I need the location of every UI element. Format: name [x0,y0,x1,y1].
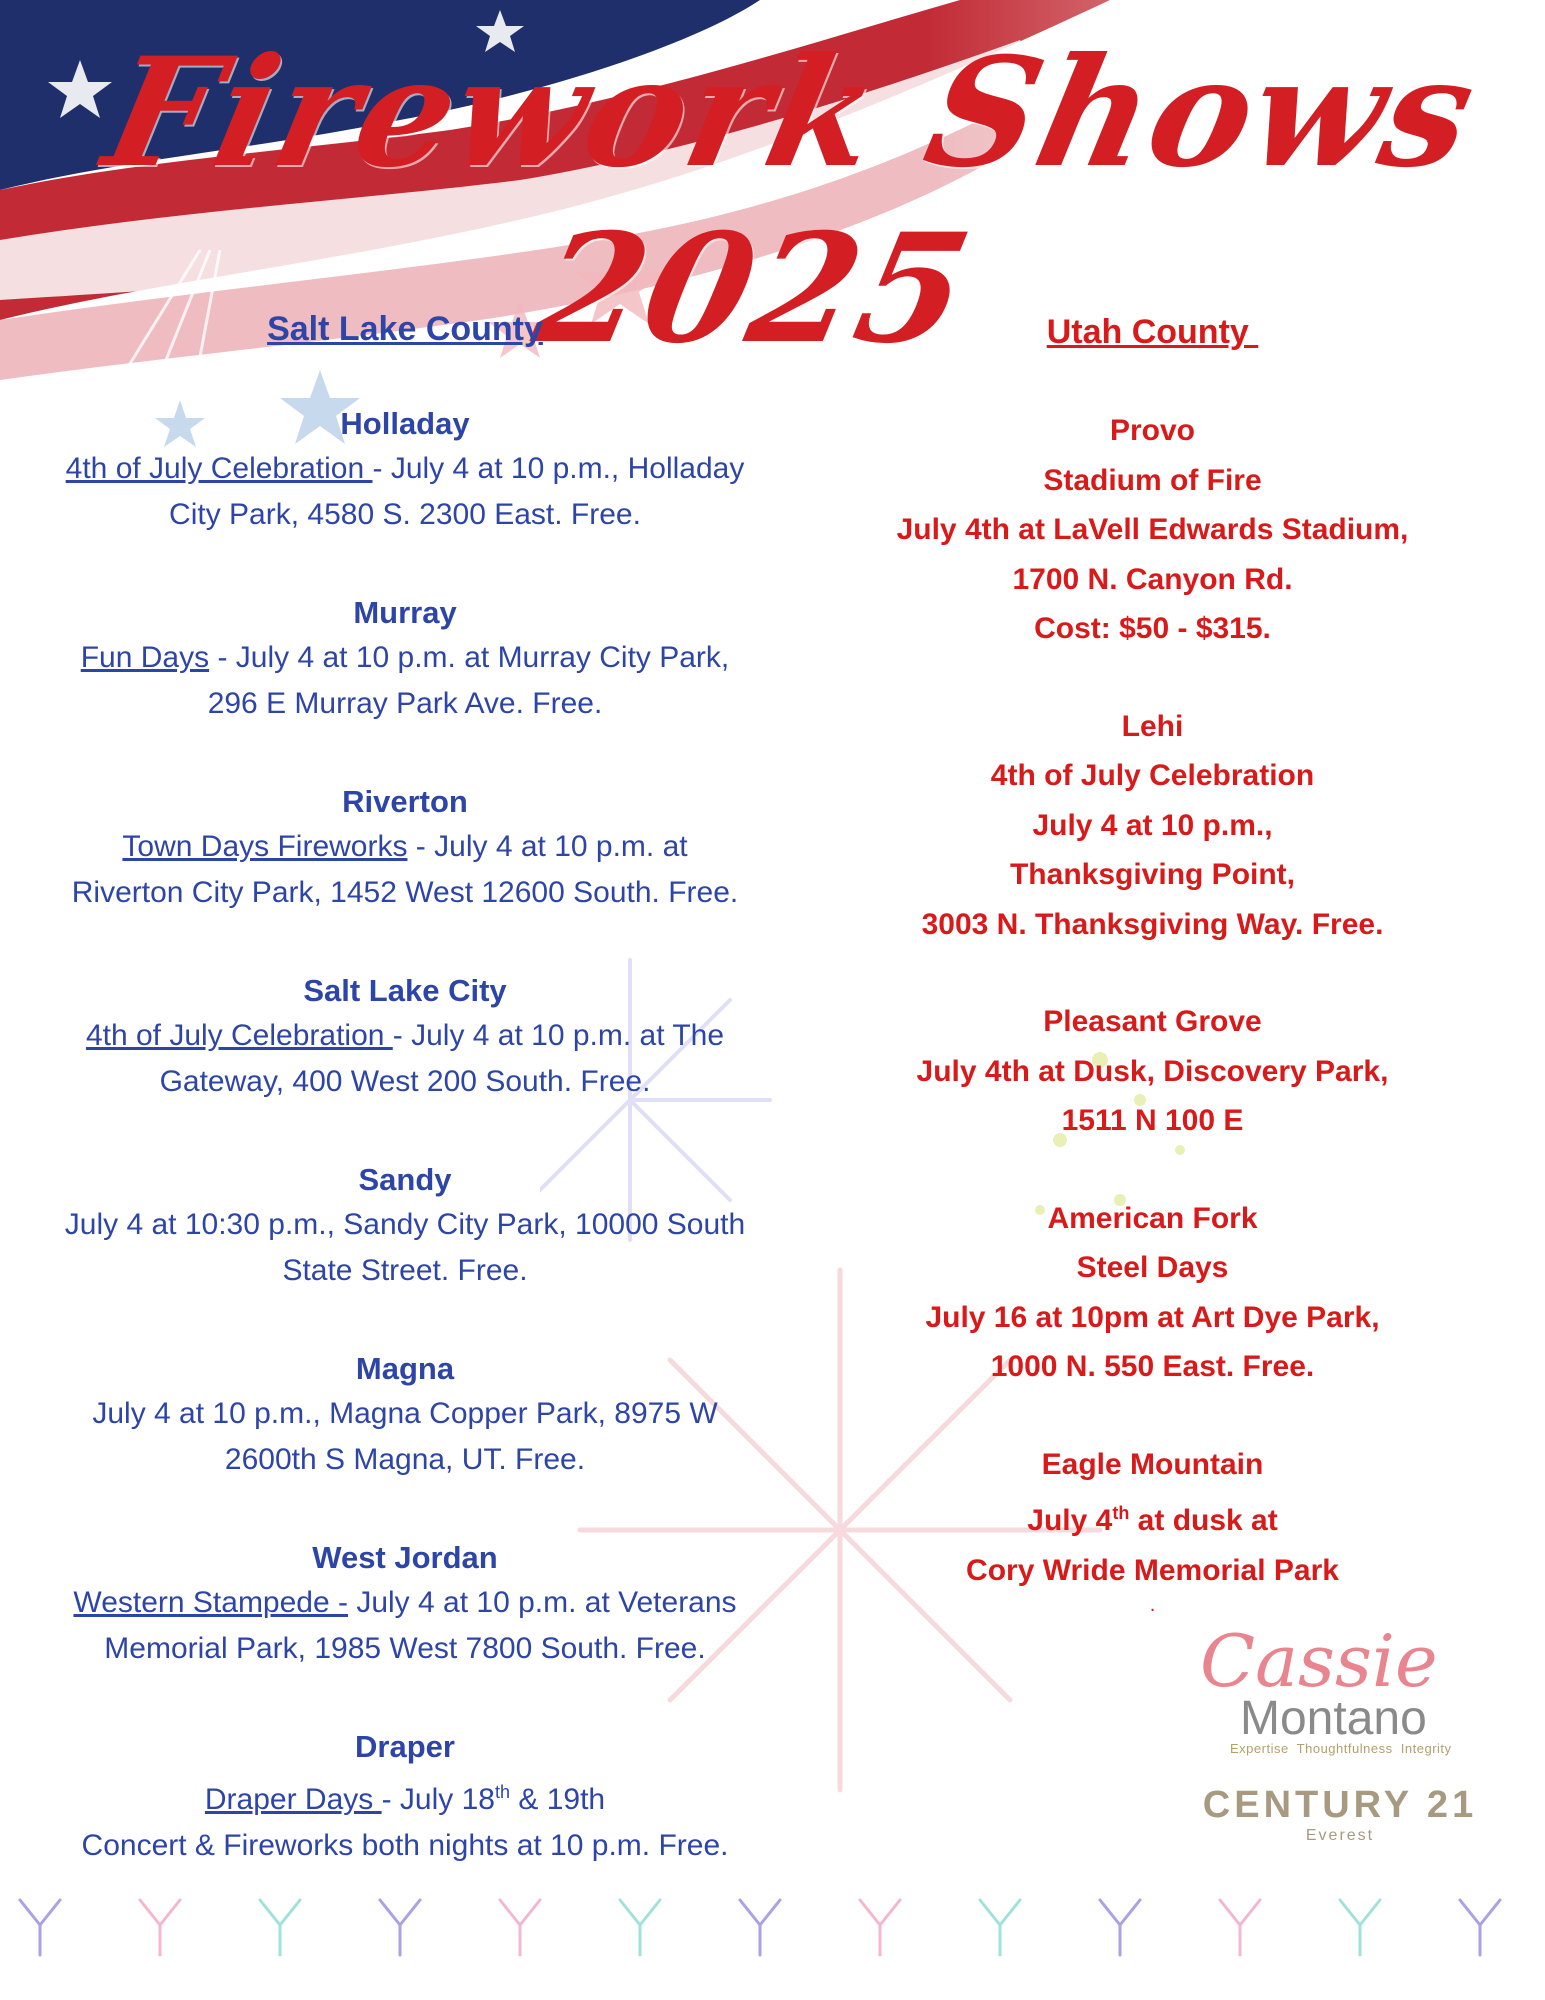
city-name: American Fork [1047,1201,1258,1235]
event-american-fork [780,1194,1525,1392]
event-holladay [40,401,770,538]
event-link[interactable]: Town Days Fireworks [122,830,408,863]
event-link[interactable]: 4th of July Celebration [85,1019,393,1052]
event-provo [780,406,1525,654]
event-text: - July 4 at 10 p.m. at Murray City Park, [209,641,730,674]
city-name: Pleasant Grove [1043,1005,1262,1038]
event-line: 1700 N. Canyon Rd. [1012,562,1293,596]
event-line: Cost: $50 - $315. [1034,612,1271,645]
event-salt-lake-city [40,968,770,1105]
event-details [40,1580,770,1626]
city-name: Provo [1109,414,1196,447]
event-text: - July 4 at 10 p.m. at [407,830,688,863]
event-text: - July 4 at 10 p.m., Holladay [372,452,745,485]
event-text: July 4 at 10:30 p.m., Sandy City Park, 10000 South [64,1208,746,1241]
event-draper [40,1724,770,1869]
company-logo-text: CENTURY 21 [1202,1784,1478,1826]
city-name: Sandy [358,1162,452,1197]
ordinal-suffix: th [1112,1503,1130,1523]
agent-last-name: Montano [1240,1692,1427,1745]
event-location: Riverton City Park, 1452 West 12600 South. Free. [71,876,739,909]
utah-county-heading: Utah County [1046,313,1259,351]
event-text: at dusk at [1129,1504,1278,1537]
event-line: July 4 at 10 p.m., [1032,808,1273,842]
event-text: July 4 at 10 p.m., Magna Copper Park, 8975 W [92,1397,718,1430]
city-name: Lehi [1121,709,1184,743]
event-link[interactable]: 4th of July Celebration [65,452,373,485]
city-name: Eagle Mountain [1041,1447,1264,1481]
trailing-dot: . [1149,1594,1156,1616]
city-name: West Jordan [312,1540,498,1575]
event-text: July 4 [1027,1504,1113,1537]
salt-lake-county-column [40,310,770,1921]
event-location: Gateway, 400 West 200 South. Free. [159,1065,651,1098]
event-location: State Street. Free. [282,1254,528,1287]
event-line: 3003 N. Thanksgiving Way. Free. [921,907,1384,941]
agent-first-name: Cassie [1200,1619,1438,1703]
city-name: Salt Lake City [303,973,507,1008]
event-details [40,1013,770,1059]
agent-tagline: Expertise Thoughtfulness Integrity [1230,1741,1452,1756]
event-riverton [40,779,770,916]
event-line: Thanksgiving Point, [1009,858,1295,891]
utah-county-column [780,313,1525,1663]
city-name: Riverton [342,784,468,819]
event-link[interactable]: Draper Days [204,1783,382,1816]
event-location: 2600th S Magna, UT. Free. [224,1443,586,1476]
event-murray [40,590,770,727]
city-name: Draper [355,1729,455,1764]
event-link[interactable]: Fun Days [80,641,210,674]
office-name: Everest [1305,1827,1375,1844]
event-eagle-mountain [780,1440,1525,1616]
city-name: Holladay [340,406,470,441]
event-line: 4th of July Celebration [990,759,1315,792]
event-text: & 19th [510,1783,606,1816]
event-location: 296 E Murray Park Ave. Free. [207,687,603,720]
ordinal-suffix: th [495,1782,511,1802]
event-text: - July 4 at 10 p.m. at The [392,1019,725,1052]
event-text: July 4 at 10 p.m. at Veterans [348,1586,737,1619]
event-details [40,824,770,870]
event-details [40,635,770,681]
event-details [40,446,770,492]
event-line: Cory Wride Memorial Park [966,1553,1339,1587]
event-line: July 4th at Dusk, Discovery Park, [916,1054,1389,1088]
event-line: 1000 N. 550 East. Free. [990,1350,1315,1383]
event-location: City Park, 4580 S. 2300 East. Free. [169,498,641,531]
event-sandy [40,1157,770,1294]
event-line: July 4th at LaVell Edwards Stadium, [896,513,1409,546]
event-pleasant-grove [780,997,1525,1146]
event-location: Memorial Park, 1985 West 7800 South. Free. [104,1632,706,1665]
event-west-jordan [40,1535,770,1672]
event-link[interactable]: Western Stampede - [73,1586,348,1619]
event-line: Steel Days [1076,1251,1229,1284]
event-details [40,1769,770,1823]
page-title: Firework Shows 2025 [91,25,1491,377]
event-magna [40,1346,770,1483]
event-line: 1511 N 100 E [1061,1104,1244,1137]
event-lehi [780,702,1525,950]
city-name: Magna [355,1351,455,1386]
event-line: July 16 at 10pm at Art Dye Park, [925,1300,1380,1334]
event-line: Stadium of Fire [1043,463,1262,497]
agent-branding [1180,1619,1500,1845]
event-line [780,1489,1525,1546]
event-text: - July 18 [381,1783,495,1816]
event-location: Concert & Fireworks both nights at 10 p.m. Free. [81,1829,729,1862]
city-name: Murray [353,595,457,630]
salt-lake-county-heading: Salt Lake County [267,310,543,348]
